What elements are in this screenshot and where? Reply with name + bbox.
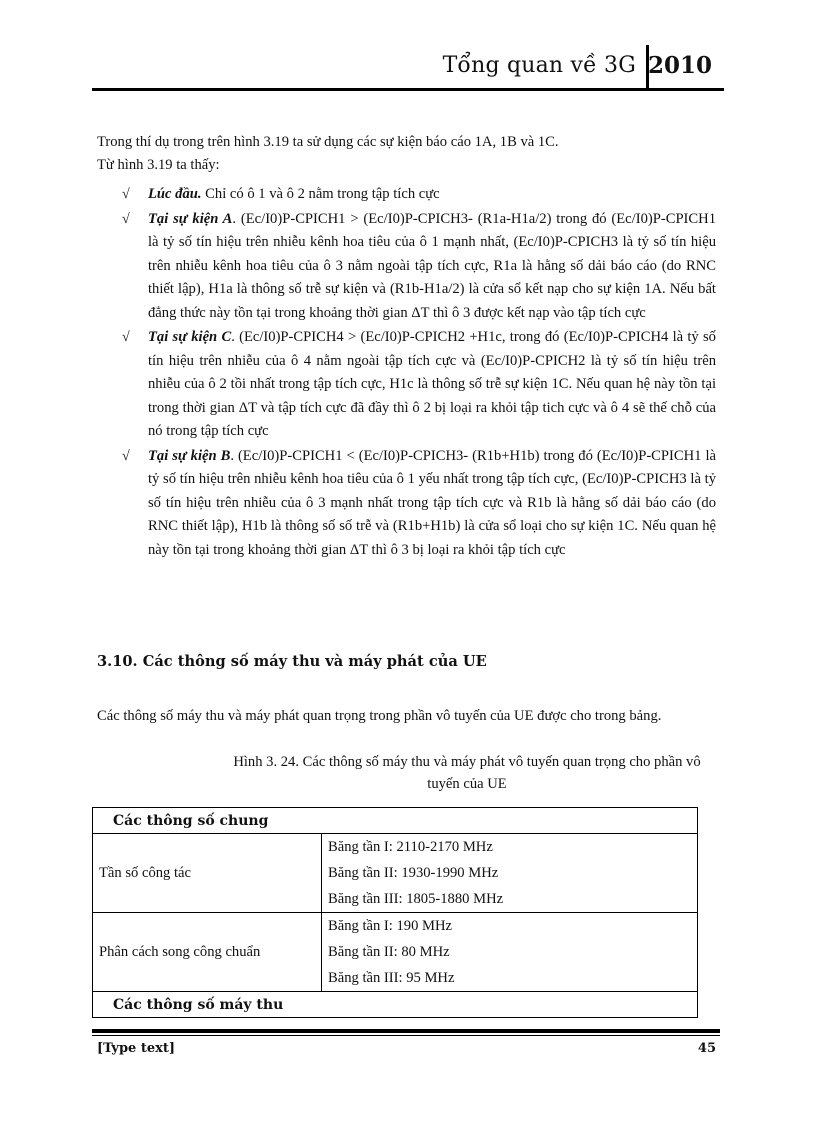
- param-value: Băng tần I: 2110-2170 MHz: [328, 839, 493, 855]
- header-year: 2010: [647, 52, 712, 79]
- page-header: [92, 40, 724, 91]
- caption-line-1: Hình 3. 24. Các thông số máy thu và máy phát vô tuyến quan trọng cho phần vô: [233, 754, 701, 770]
- group-receiver: Các thông số máy thu: [93, 992, 698, 1018]
- group-general: Các thông số chung: [93, 808, 698, 834]
- bullet-event-c: [120, 326, 716, 444]
- bullet-text: . (Ec/I0)P-CPICH4 > (Ec/I0)P-CPICH2 +H1c, trong đó (Ec/I0)P-CPICH4 là tỷ số tín hiệu trên nhiễu của ô 4 nằm ngoài tập tích cực và (Ec/I0)P-CPICH2 là tỷ số tín hiệu trên nhiễu của ô 2 tồi nhất trong tập tích cực, H1c là thông số trễ sự kiện 1C. Nếu quan hệ này tồn tại trong thời gian ΔT và tập tích cực đã đầy thì ô 2 bị loại ra khỏi tập tich cực và ô 4 sẽ thế chỗ của nó trong tập tích cực: [148, 329, 716, 439]
- caption-line-2: tuyến của UE: [427, 776, 507, 792]
- page-number: 45: [697, 1041, 716, 1056]
- check-icon: √: [122, 330, 130, 345]
- param-value: Băng tần I: 190 MHz: [328, 918, 453, 934]
- param-name: Phân cách song công chuẩn: [93, 913, 322, 992]
- intro-line-1: Trong thí dụ trong trên hình 3.19 ta sử dụng các sự kiện báo cáo 1A, 1B và 1C.: [97, 134, 559, 150]
- bullet-text: . (Ec/I0)P-CPICH1 > (Ec/I0)P-CPICH3- (R1a-H1a/2) trong đó (Ec/I0)P-CPICH1 là tỷ số tín hiệu trên nhiễu kênh hoa tiêu của ô 1 mạnh nhất, (Ec/I0)P-CPICH3 là tỷ số tín hiệu trên nhiễu kênh hoa tiêu của ô 3 nằm ngoài tập tích cực, R1a là hằng số dải báo cáo (do RNC thiết lập), H1a là thông số trễ sự kiện và (R1b-H1a/2) là cửa sổ kết nạp cho sự kiện 1A. Nếu bất đẳng thức này tồn tại trong khoảng thời gian ΔT thì ô 3 được kết nạp vào tập tích cực: [148, 210, 716, 321]
- intro-line-2: Từ hình 3.19 ta thấy:: [97, 157, 220, 173]
- footer-placeholder: [Type text]: [97, 1041, 176, 1056]
- param-value: Băng tần III: 1805-1880 MHz: [328, 891, 504, 907]
- figure-caption: [230, 751, 704, 795]
- param-values: [322, 834, 698, 913]
- table-row: [93, 913, 698, 992]
- header-topic: Tổng quan về 3G: [442, 53, 636, 78]
- bullet-event-a: [120, 208, 716, 326]
- param-value: Băng tần II: 80 MHz: [328, 944, 450, 960]
- param-value: Băng tần II: 1930-1990 MHz: [328, 865, 499, 881]
- param-values: [322, 913, 698, 992]
- table-group-row: [93, 992, 698, 1018]
- table-intro: Các thông số máy thu và máy phát quan trọng trong phần vô tuyến của UE được cho trong bảng.: [97, 708, 662, 724]
- footer-rule: [92, 1035, 720, 1036]
- check-icon: √: [122, 211, 130, 227]
- event-list: [120, 183, 716, 563]
- bullet-initial: [120, 183, 716, 207]
- bullet-text: Chỉ có ô 1 và ô 2 nằm trong tập tích cực: [201, 186, 440, 202]
- bullet-text: . (Ec/I0)P-CPICH1 < (Ec/I0)P-CPICH3- (R1b+H1b) trong đó (Ec/I0)P-CPICH1 là tỷ số tín hiệu trên nhiễu kênh hoa tiêu của ô 1 yếu nhất trong tập tích cực, (Ec/I0)P-CPICH3 là tỷ số tín hiệu trên nhiễu của ô 3 mạnh nhất trong tập tích cực và R1b là hằng số dải báo cáo (do RNC thiết lập), H1b là thông số số trễ và (R1b+H1b) là cửa sổ loại cho sự kiện 1C. Nếu quan hệ này tồn tại trong khoảng thời gian ΔT thì ô 3 bị loại ra khỏi tập tích cực: [148, 447, 716, 558]
- bullet-lead: Lúc đầu.: [148, 186, 202, 202]
- table-row: [93, 834, 698, 913]
- bullet-event-b: [120, 445, 716, 563]
- bullet-lead: Tại sự kiện C: [148, 329, 232, 345]
- footer-rule: [92, 1029, 720, 1033]
- bullet-lead: Tại sự kiện B: [148, 447, 231, 464]
- bullet-lead: Tại sự kiện A: [148, 210, 233, 227]
- check-icon: √: [122, 187, 130, 202]
- param-value: Băng tần III: 95 MHz: [328, 970, 455, 986]
- section-title: 3.10. Các thông số máy thu và máy phát của UE: [97, 653, 487, 670]
- param-name: Tần số công tác: [93, 834, 322, 913]
- table-group-row: [93, 808, 698, 834]
- check-icon: √: [122, 448, 130, 464]
- spec-table: [92, 807, 698, 1018]
